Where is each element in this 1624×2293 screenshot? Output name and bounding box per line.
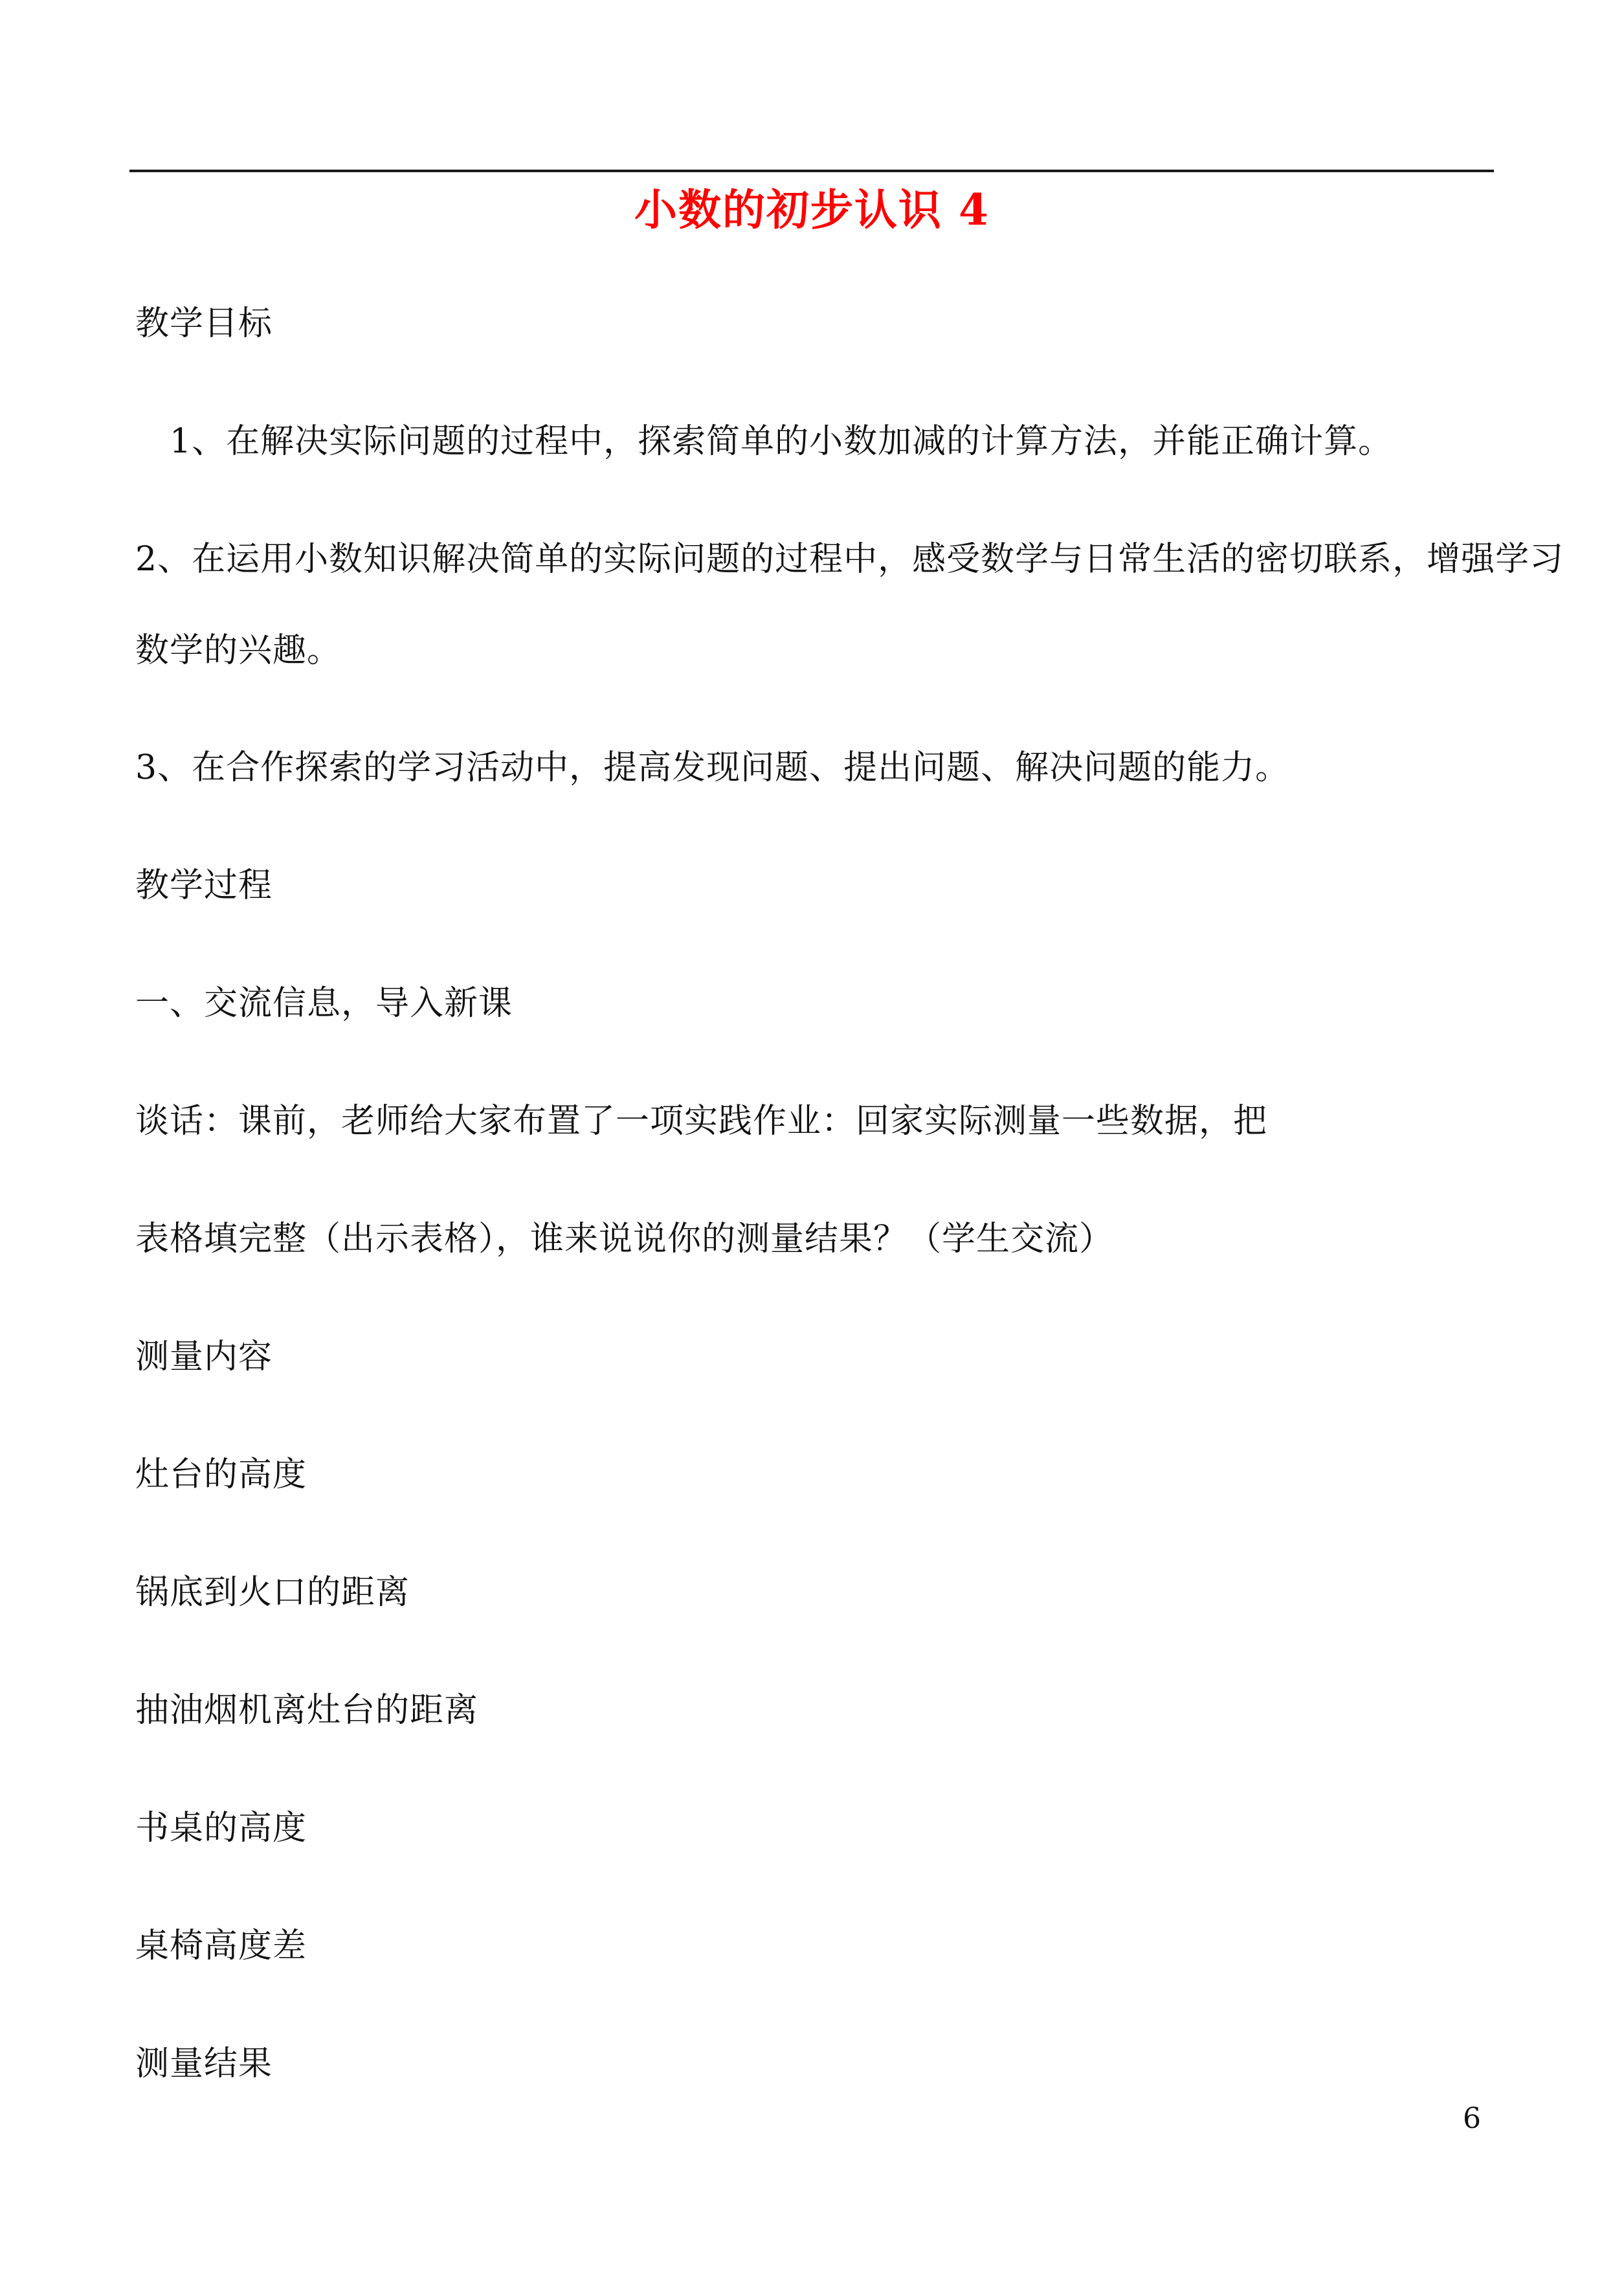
page-number: 6 <box>1463 2102 1481 2135</box>
objective-item-2: 2、在运用小数知识解决简单的实际问题的过程中，感受数学与日常生活的密切联系，增强学习 <box>135 540 1564 579</box>
table-item-hood-to-stove: 抽油烟机离灶台的距离 <box>135 1691 479 1730</box>
objective-item-2-continued: 数学的兴趣。 <box>135 631 342 670</box>
table-header-result: 测量结果 <box>135 2044 273 2083</box>
table-item-stove-height: 灶台的高度 <box>135 1455 307 1494</box>
objective-item-1: 1、在解决实际问题的过程中，探索简单的小数加减的计算方法，并能正确计算。 <box>170 422 1393 461</box>
table-item-pot-to-flame: 锅底到火口的距离 <box>135 1573 410 1612</box>
process-step-1-heading: 一、交流信息，导入新课 <box>135 984 513 1023</box>
table-header-content: 测量内容 <box>135 1337 273 1376</box>
dialogue-paragraph-continued: 表格填完整（出示表格），谁来说说你的测量结果？（学生交流） <box>135 1220 1114 1258</box>
section-heading-process: 教学过程 <box>135 866 273 905</box>
document-title: 小数的初步认识 4 <box>634 185 990 235</box>
dialogue-paragraph: 谈话：课前，老师给大家布置了一项实践作业：回家实际测量一些数据，把 <box>135 1102 1268 1141</box>
section-heading-objectives: 教学目标 <box>135 304 273 343</box>
table-item-desk-chair-difference: 桌椅高度差 <box>135 1927 307 1965</box>
header-rule <box>129 170 1494 172</box>
objective-item-3: 3、在合作探索的学习活动中，提高发现问题、提出问题、解决问题的能力。 <box>135 748 1290 787</box>
table-item-desk-height: 书桌的高度 <box>135 1809 307 1848</box>
